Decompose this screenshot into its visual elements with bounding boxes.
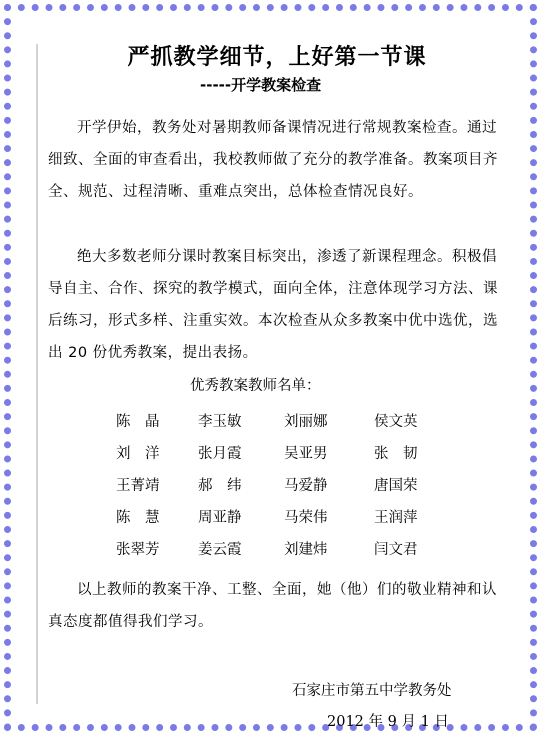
name-row [0, 506, 554, 538]
teacher-name: 陈 慧 [116, 510, 160, 526]
issue-date: 2012 年 9 月 1 日 [327, 714, 449, 730]
issuing-organization: 石家庄市第五中学教务处 [292, 683, 452, 699]
teacher-name: 李玉敏 [198, 414, 242, 430]
teacher-name: 刘丽娜 [284, 414, 328, 430]
left-rule-line [36, 44, 38, 704]
teacher-name: 马荣伟 [284, 510, 328, 526]
teacher-name: 周亚静 [198, 510, 242, 526]
teacher-name: 陈 晶 [116, 414, 160, 430]
paragraph-closing: 以上教师的教案干净、工整、全面，她（他）们的敬业精神和认真态度都值得我们学习。 [48, 582, 497, 630]
teacher-name: 王润萍 [374, 510, 418, 526]
paragraph-details: 绝大多数老师分课时教案目标突出，渗透了新课程理念。积极倡导自主、合作、探究的教学模式，面向全体，注意体现学习方法、课后练习，形式多样、注重实效。本次检查从众多教案中优中选优，选出 20 份优秀教案，提出表扬。 [48, 249, 498, 361]
name-row [0, 538, 554, 570]
teacher-name-list [0, 410, 554, 570]
teacher-name: 闫文君 [374, 542, 418, 558]
teacher-name: 张月霞 [198, 446, 242, 462]
teacher-name: 侯文英 [374, 414, 418, 430]
teacher-name: 姜云霞 [198, 542, 242, 558]
teacher-name: 马爱静 [284, 478, 328, 494]
name-row [0, 410, 554, 442]
teacher-name: 张翠芳 [116, 542, 160, 558]
teacher-list-title: 优秀教案教师名单： [190, 378, 321, 394]
teacher-name: 吴亚男 [284, 446, 328, 462]
name-row [0, 474, 554, 506]
teacher-name: 张 韧 [374, 446, 418, 462]
teacher-name: 刘建炜 [284, 542, 328, 558]
page-title: 严抓教学细节，上好第一节课 [127, 44, 427, 70]
paragraph-intro: 开学伊始，教务处对暑期教师备课情况进行常规教案检查。通过细致、全面的审查看出，我校教师做了充分的教学准备。教案项目齐全、规范、过程清晰、重难点突出，总体检查情况良好。 [48, 120, 498, 200]
teacher-name: 王菁靖 [116, 478, 160, 494]
name-row [0, 442, 554, 474]
teacher-name: 郝 纬 [198, 478, 242, 494]
teacher-name: 刘 洋 [116, 446, 160, 462]
page-subtitle: -----开学教案检查 [200, 76, 322, 94]
teacher-name: 唐国荣 [374, 478, 418, 494]
